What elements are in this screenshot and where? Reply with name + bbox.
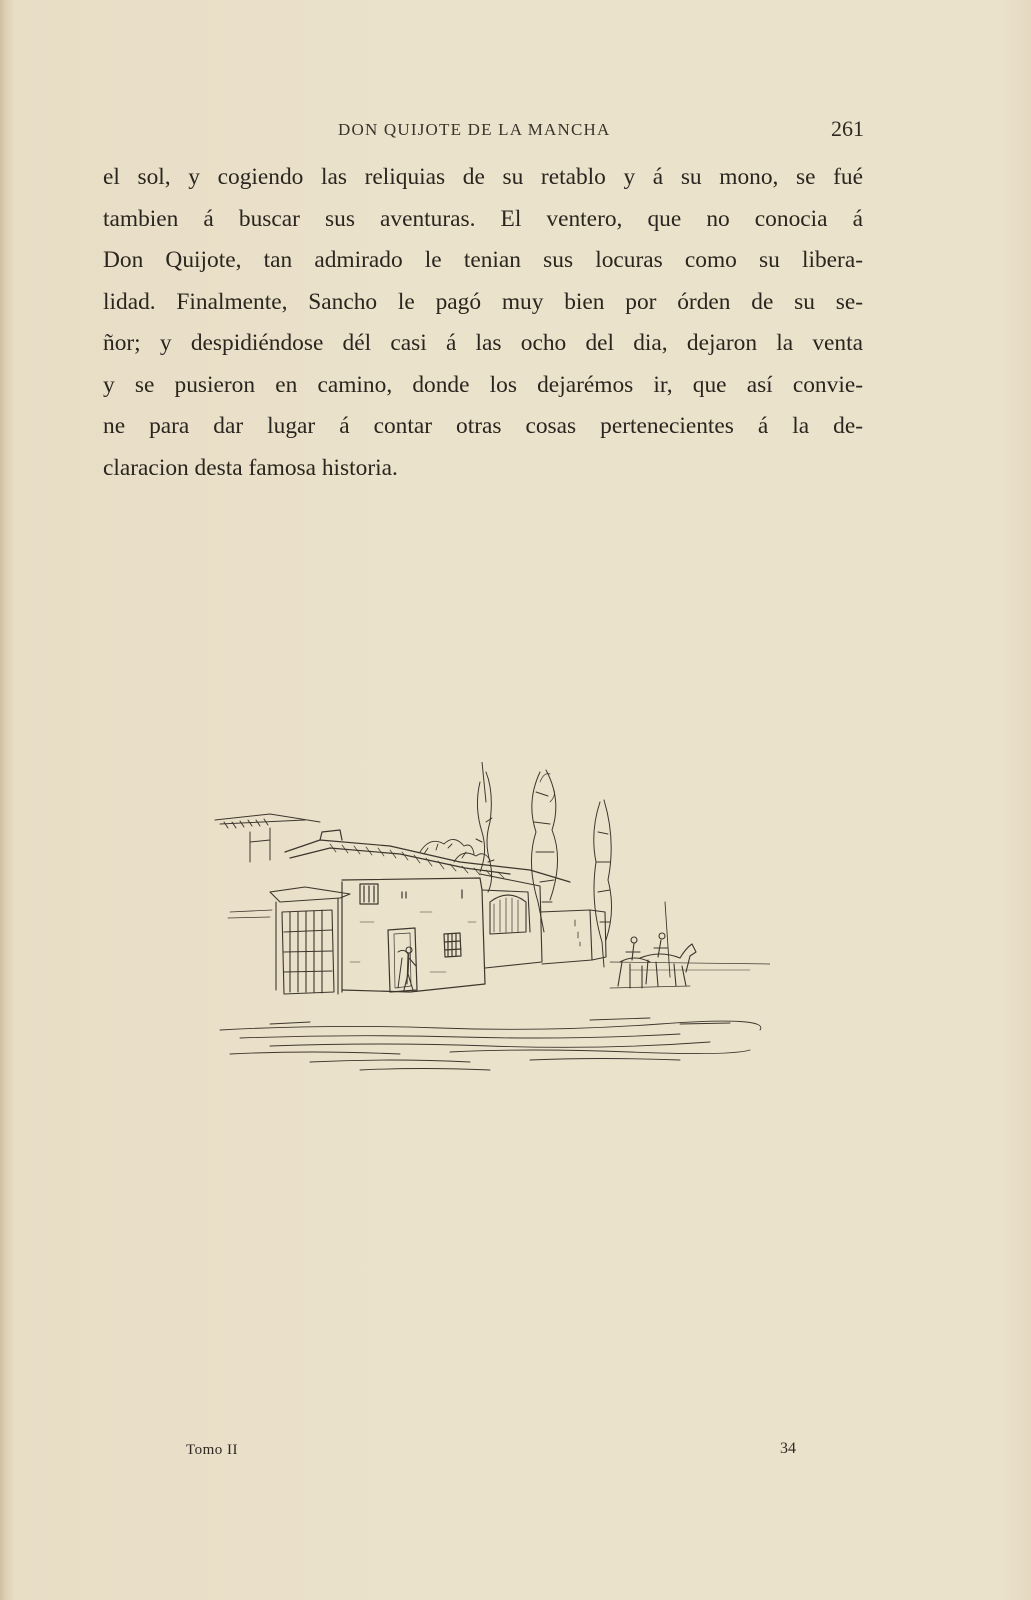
text-line: tambien á buscar sus aventuras. El ventero, que no conocia á [103, 205, 863, 232]
text-line: claracion desta famosa historia. [103, 454, 398, 481]
figure-at-door [404, 947, 416, 990]
page-number: 261 [831, 116, 864, 141]
text-line: y se pusieron en camino, donde los dejarémos ir, que así convie- [103, 371, 863, 398]
body-text [103, 157, 863, 489]
volume-signature: Tomo II [186, 1442, 239, 1458]
text-line: lidad. Finalmente, Sancho le pagó muy bien por órden de su se- [103, 288, 863, 315]
inn-building [285, 830, 570, 992]
annex-building [480, 874, 606, 968]
text-line: ne para dar lugar á contar otras cosas pertenecientes á la de- [103, 413, 863, 439]
running-title: DON QUIJOTE DE LA MANCHA [338, 120, 611, 139]
text-line: el sol, y cogiendo las reliquias de su retablo y á su mono, se fué [103, 164, 863, 190]
running-head [104, 116, 864, 146]
sheet-signature: 34 [780, 1440, 796, 1457]
text-line: Don Quijote, tan admirado le tenian sus locuras como su libera- [103, 247, 863, 273]
inn-illustration [210, 762, 770, 1082]
text-line: ñor; y despidiéndose dél casi á las ocho del dia, dejaron la venta [103, 330, 863, 356]
shrubs [420, 839, 490, 862]
riders [610, 902, 696, 988]
ground-hatching [220, 1018, 761, 1070]
left-shed [228, 887, 350, 994]
